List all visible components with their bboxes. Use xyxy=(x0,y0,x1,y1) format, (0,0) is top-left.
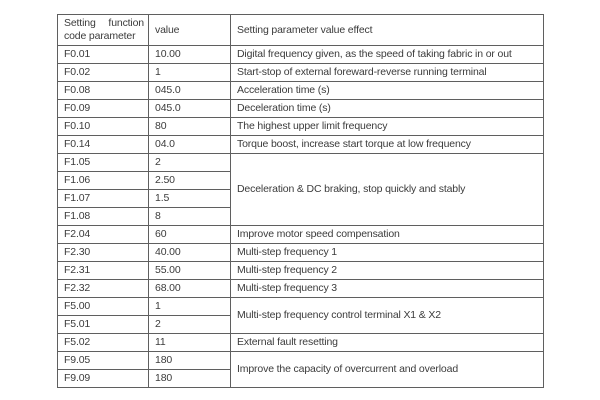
value-cell: 1.5 xyxy=(149,190,231,208)
table-row xyxy=(58,118,544,136)
param-code-cell: F5.02 xyxy=(58,334,149,352)
value-cell: 2 xyxy=(149,316,231,334)
parameter-settings-table xyxy=(57,14,544,388)
param-code-cell: F1.05 xyxy=(58,154,149,172)
header-setting-function-line2: code parameter xyxy=(64,30,136,42)
effect-cell: Digital frequency given, as the speed of taking fabric in or out xyxy=(231,46,544,64)
table-row xyxy=(58,352,544,370)
value-cell: 80 xyxy=(149,118,231,136)
param-code-cell: F0.01 xyxy=(58,46,149,64)
param-code-cell: F0.09 xyxy=(58,100,149,118)
table-row xyxy=(58,100,544,118)
value-cell: 045.0 xyxy=(149,82,231,100)
header-value: value xyxy=(149,15,231,46)
param-code-cell: F0.02 xyxy=(58,64,149,82)
param-code-cell: F1.08 xyxy=(58,208,149,226)
value-cell: 180 xyxy=(149,370,231,388)
header-setting-function-line1: Setting function xyxy=(64,17,144,29)
table-row xyxy=(58,46,544,64)
table-row xyxy=(58,244,544,262)
table-row xyxy=(58,298,544,316)
effect-cell-merged: Deceleration & DC braking, stop quickly and stably xyxy=(231,154,544,226)
value-cell: 68.00 xyxy=(149,280,231,298)
table-row xyxy=(58,280,544,298)
table-row xyxy=(58,262,544,280)
effect-cell: Deceleration time (s) xyxy=(231,100,544,118)
table-header-row xyxy=(58,15,544,46)
param-code-cell: F5.01 xyxy=(58,316,149,334)
value-cell: 2.50 xyxy=(149,172,231,190)
value-cell: 2 xyxy=(149,154,231,172)
value-cell: 180 xyxy=(149,352,231,370)
value-cell: 1 xyxy=(149,64,231,82)
header-effect: Setting parameter value effect xyxy=(231,15,544,46)
table-row xyxy=(58,136,544,154)
effect-cell: Torque boost, increase start torque at low frequency xyxy=(231,136,544,154)
effect-cell: Start-stop of external foreward-reverse running terminal xyxy=(231,64,544,82)
value-cell: 045.0 xyxy=(149,100,231,118)
effect-cell-merged: Multi-step frequency control terminal X1 & X2 xyxy=(231,298,544,334)
value-cell: 1 xyxy=(149,298,231,316)
value-cell: 55.00 xyxy=(149,262,231,280)
table-row xyxy=(58,154,544,172)
effect-cell: The highest upper limit frequency xyxy=(231,118,544,136)
param-code-cell: F9.05 xyxy=(58,352,149,370)
param-code-cell: F2.31 xyxy=(58,262,149,280)
effect-cell-merged: Improve the capacity of overcurrent and overload xyxy=(231,352,544,388)
table-row xyxy=(58,64,544,82)
value-cell: 11 xyxy=(149,334,231,352)
param-code-cell: F0.10 xyxy=(58,118,149,136)
param-code-cell: F2.32 xyxy=(58,280,149,298)
value-cell: 10.00 xyxy=(149,46,231,64)
effect-cell: Multi-step frequency 1 xyxy=(231,244,544,262)
param-code-cell: F2.30 xyxy=(58,244,149,262)
effect-cell: External fault resetting xyxy=(231,334,544,352)
param-code-cell: F9.09 xyxy=(58,370,149,388)
param-code-cell: F1.07 xyxy=(58,190,149,208)
value-cell: 60 xyxy=(149,226,231,244)
effect-cell: Acceleration time (s) xyxy=(231,82,544,100)
param-code-cell: F1.06 xyxy=(58,172,149,190)
header-setting-function-code xyxy=(58,15,149,46)
param-code-cell: F2.04 xyxy=(58,226,149,244)
effect-cell: Multi-step frequency 2 xyxy=(231,262,544,280)
effect-cell: Improve motor speed compensation xyxy=(231,226,544,244)
value-cell: 40.00 xyxy=(149,244,231,262)
table-row xyxy=(58,82,544,100)
table-row xyxy=(58,226,544,244)
value-cell: 04.0 xyxy=(149,136,231,154)
param-code-cell: F0.14 xyxy=(58,136,149,154)
param-code-cell: F0.08 xyxy=(58,82,149,100)
table-row xyxy=(58,334,544,352)
value-cell: 8 xyxy=(149,208,231,226)
param-code-cell: F5.00 xyxy=(58,298,149,316)
effect-cell: Multi-step frequency 3 xyxy=(231,280,544,298)
